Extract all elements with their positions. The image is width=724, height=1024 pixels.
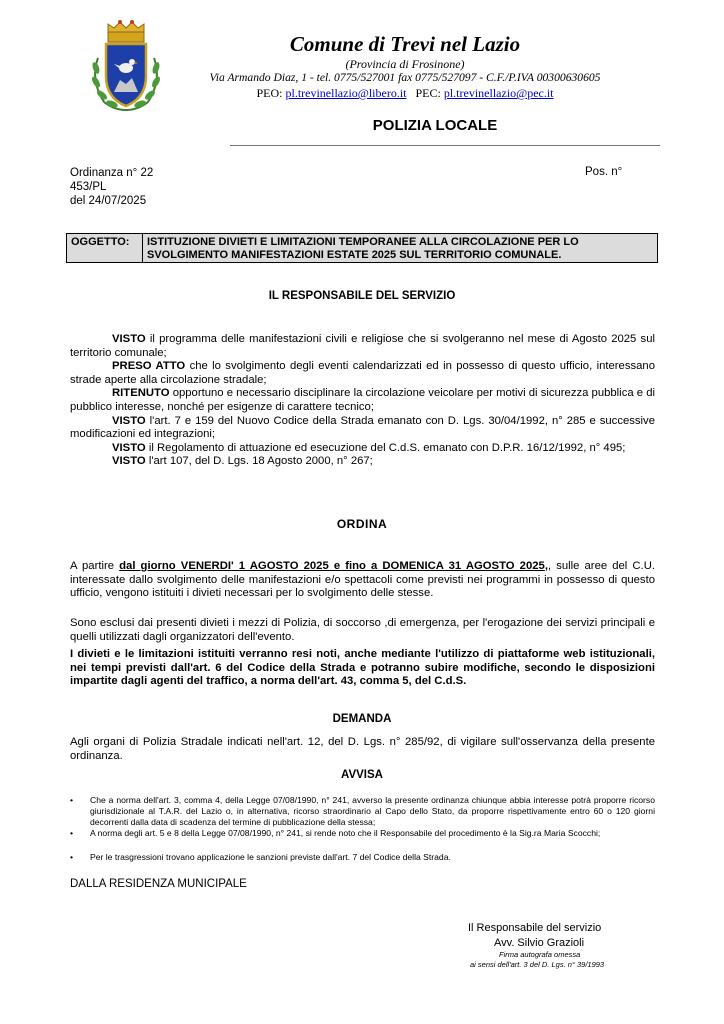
department-title: POLIZIA LOCALE bbox=[372, 117, 498, 134]
notice-item: • Che a norma dell'art. 3, comma 4, della Legge 07/08/1990, n° 241, avverso la presente ordinanza chiunque abbia interesse potrà proporre ricorso giurisdizionale al T.A.R. del Lazio o, in alternativa, ricorso straordinario al Capo dello Stato, da proporre rispettivamente entro 60 o 120 giorni decorrenti dalla data di scadenza del termine di pubblicazione della stessa; bbox=[70, 795, 655, 827]
premises-section bbox=[70, 333, 655, 469]
peo-label: PEO: bbox=[256, 86, 283, 100]
premise-item: VISTO il Regolamento di attuazione ed esecuzione del C.d.S. emanato con D.P.R. 16/12/1992, n° 495; bbox=[112, 441, 626, 454]
header-divider bbox=[230, 145, 660, 146]
protocol-number: 453/PL bbox=[70, 181, 107, 193]
signature-note: Firma autografa omessa bbox=[499, 950, 581, 959]
ordinance-date: del 24/07/2025 bbox=[70, 195, 147, 207]
premise-item: VISTO l'art 107, del D. Lgs. 18 Agosto 2000, n° 267; bbox=[112, 455, 373, 468]
responsible-heading: IL RESPONSABILE DEL SERVIZIO bbox=[268, 290, 456, 302]
subject-box bbox=[66, 233, 658, 263]
ordina-paragraph-1: A partire dal giorno VENERDI' 1 AGOSTO 2025 e fino a DOMENICA 31 AGOSTO 2025,, sulle aree del C.U. interessate dallo svolgimento delle manifestazioni e/o spettacoli come previsti nei programmi in possesso di questo ufficio, vengono istituiti i divieti necessari per lo svolgimento delle stesse. bbox=[70, 560, 655, 600]
email-line bbox=[170, 86, 640, 101]
municipality-title: Comune di Trevi nel Lazio bbox=[289, 32, 521, 56]
ordina-p1-rest: , sulle aree del C.U. interessate dallo svolgimento delle manifestazioni e/o spettacoli come previsti nei programmi in possesso di questo ufficio, vengono istituiti i divieti necessari per lo svolgimento delle stesse. bbox=[70, 560, 655, 600]
bullet-icon: • bbox=[70, 852, 74, 862]
premise-item: VISTO l'art. 7 e 159 del Nuovo Codice della Strada emanato con D. Lgs. 30/04/1992, n° 285 e successive modificazioni ed integrazioni; bbox=[70, 414, 655, 441]
place-of-issue: DALLA RESIDENZA MUNICIPALE bbox=[70, 878, 247, 890]
province-line: (Provincia di Frosinone) bbox=[345, 57, 465, 71]
bullet-icon: • bbox=[70, 795, 74, 805]
address-line: Via Armando Diaz, 1 - tel. 0775/527001 fax 0775/527097 - C.F./P.IVA 00300630605 bbox=[209, 71, 601, 84]
premise-item: RITENUTO opportuno e necessario disciplinare la circolazione veicolare per motivi di sicurezza pubblica e di pubblico interesse, nonché per esigenze di carattere tecnico; bbox=[70, 387, 655, 413]
premise-item: VISTO il programma delle manifestazioni civili e religiose che si svolgeranno nel mese di Agosto 2025 sul territorio comunale; bbox=[70, 333, 655, 359]
premise-item: PRESO ATTO che lo svolgimento degli eventi calendarizzati ed in possesso di questo ufficio, interessano strade aperte alla circolazione stradale; bbox=[70, 360, 655, 386]
notice-item: • A norma degli art. 5 e 8 della Legge 07/08/1990, n° 241, si rende noto che il Responsabile del procedimento è la Sig.ra Maria Scocchi; bbox=[70, 828, 601, 838]
notice-item: • Per le trasgressioni trovano applicazione le sanzioni previste dall'art. 7 del Codice della Strada. bbox=[70, 852, 451, 862]
signatory-name: Avv. Silvio Grazioli bbox=[494, 937, 585, 949]
ordinance-number: Ordinanza n° 22 bbox=[70, 167, 154, 179]
position-number: Pos. n° bbox=[585, 166, 623, 178]
ordina-paragraph-3: I divieti e le limitazioni istituiti verranno resi noti, anche mediante l'utilizzo di piattaforme web istituzionali, nei tempi previsti dall'art. 6 del Codice della Strada e potranno subire modifiche, secondo le disposizioni impartite dagli agenti del traffico, a norma dell'art. 43, comma 5, del C.d.S. bbox=[70, 648, 655, 688]
signatory-role: Il Responsabile del servizio bbox=[468, 922, 602, 934]
subject-text: ISTITUZIONE DIVIETI E LIMITAZIONI TEMPORANEE ALLA CIRCOLAZIONE PER LO SVOLGIMENTO MANIFESTAZIONI ESTATE 2025 SUL TERRITORIO COMUNALE. bbox=[147, 236, 579, 261]
municipal-coat-of-arms-icon bbox=[88, 18, 164, 114]
bullet-icon: • bbox=[70, 828, 74, 838]
demanda-heading: DEMANDA bbox=[332, 713, 392, 725]
ordina-paragraph-2: Sono esclusi dai presenti divieti i mezzi di Polizia, di soccorso ,di emergenza, per l'erogazione dei servizi principali e quelli utilizzati dagli organizzatori dell'evento. bbox=[70, 617, 655, 643]
ordinance-reference bbox=[70, 166, 153, 208]
ordina-heading: ORDINA bbox=[336, 517, 388, 531]
signature-legal-note: ai sensi dell'art. 3 del D. Lgs. n° 39/1993 bbox=[470, 960, 605, 969]
subject-label: OGGETTO: bbox=[67, 234, 143, 262]
avvisa-heading: AVVISA bbox=[341, 769, 383, 781]
pec-email-link[interactable]: pl.trevinellazio@pec.it bbox=[443, 86, 554, 100]
peo-email-link[interactable]: pl.trevinellazio@libero.it bbox=[285, 86, 407, 100]
pec-label: PEC: bbox=[415, 86, 441, 100]
demanda-text: Agli organi di Polizia Stradale indicati nell'art. 12, del D. Lgs. n° 285/92, di vigilare sull'osservanza della presente ordinanza. bbox=[70, 736, 655, 762]
